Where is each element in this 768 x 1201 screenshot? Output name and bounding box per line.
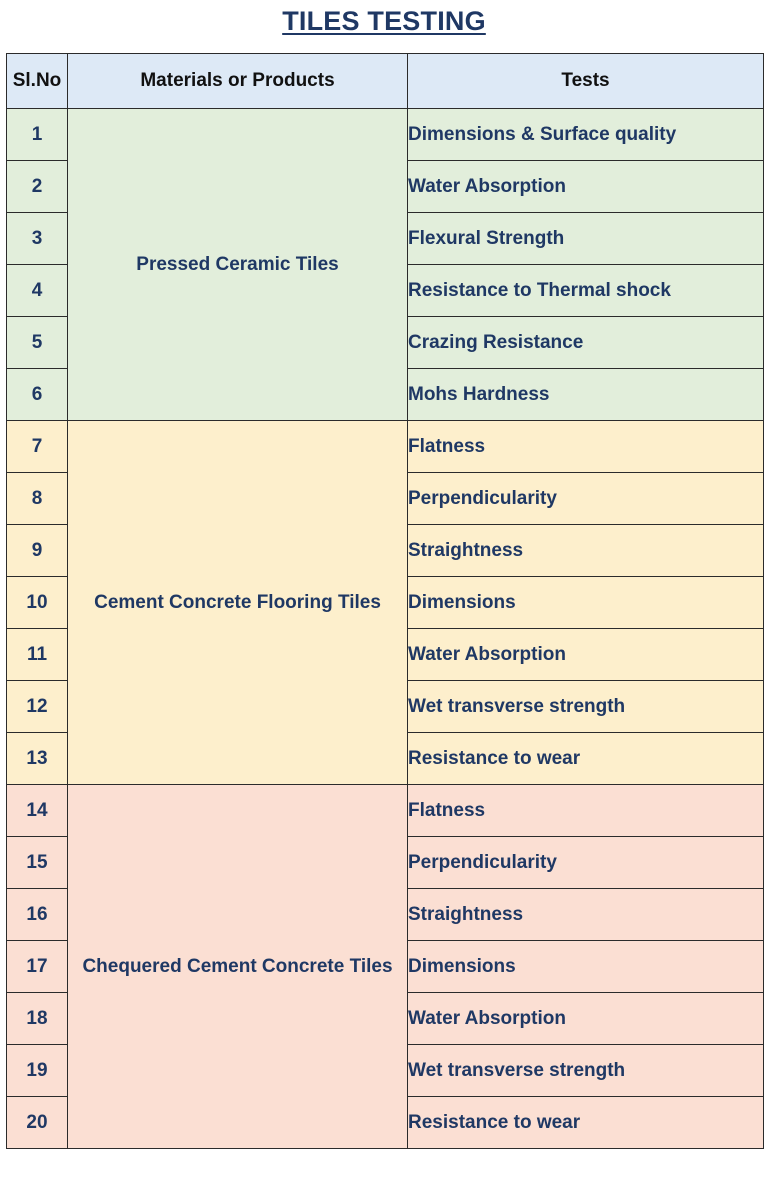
sl-no-cell: 7 [7, 421, 68, 473]
test-cell: Crazing Resistance [408, 317, 764, 369]
test-cell: Resistance to Thermal shock [408, 265, 764, 317]
table-row [7, 785, 764, 837]
sl-no-cell: 13 [7, 733, 68, 785]
material-cell: Pressed Ceramic Tiles [68, 109, 408, 421]
test-cell: Wet transverse strength [408, 1045, 764, 1097]
header-sl-no: Sl.No [7, 54, 68, 109]
sl-no-cell: 8 [7, 473, 68, 525]
test-cell: Resistance to wear [408, 733, 764, 785]
table-header-row [7, 54, 764, 109]
test-cell: Water Absorption [408, 161, 764, 213]
sl-no-cell: 3 [7, 213, 68, 265]
sl-no-cell: 1 [7, 109, 68, 161]
sl-no-cell: 20 [7, 1097, 68, 1149]
sl-no-cell: 18 [7, 993, 68, 1045]
sl-no-cell: 6 [7, 369, 68, 421]
tiles-testing-table [6, 53, 764, 1149]
test-cell: Perpendicularity [408, 837, 764, 889]
test-cell: Wet transverse strength [408, 681, 764, 733]
test-cell: Mohs Hardness [408, 369, 764, 421]
header-tests: Tests [408, 54, 764, 109]
material-cell: Cement Concrete Flooring Tiles [68, 421, 408, 785]
sl-no-cell: 14 [7, 785, 68, 837]
sl-no-cell: 9 [7, 525, 68, 577]
test-cell: Dimensions [408, 577, 764, 629]
table-row [7, 421, 764, 473]
test-cell: Dimensions & Surface quality [408, 109, 764, 161]
test-cell: Flexural Strength [408, 213, 764, 265]
test-cell: Dimensions [408, 941, 764, 993]
sl-no-cell: 15 [7, 837, 68, 889]
test-cell: Straightness [408, 889, 764, 941]
test-cell: Water Absorption [408, 993, 764, 1045]
sl-no-cell: 10 [7, 577, 68, 629]
material-cell: Chequered Cement Concrete Tiles [68, 785, 408, 1149]
table-row [7, 109, 764, 161]
page-title: TILES TESTING [282, 6, 486, 36]
test-cell: Flatness [408, 785, 764, 837]
sl-no-cell: 5 [7, 317, 68, 369]
sl-no-cell: 17 [7, 941, 68, 993]
test-cell: Resistance to wear [408, 1097, 764, 1149]
sl-no-cell: 11 [7, 629, 68, 681]
header-materials: Materials or Products [68, 54, 408, 109]
sl-no-cell: 2 [7, 161, 68, 213]
table-body [7, 109, 764, 1149]
sl-no-cell: 4 [7, 265, 68, 317]
test-cell: Water Absorption [408, 629, 764, 681]
test-cell: Straightness [408, 525, 764, 577]
sl-no-cell: 19 [7, 1045, 68, 1097]
test-cell: Perpendicularity [408, 473, 764, 525]
test-cell: Flatness [408, 421, 764, 473]
sl-no-cell: 16 [7, 889, 68, 941]
sl-no-cell: 12 [7, 681, 68, 733]
